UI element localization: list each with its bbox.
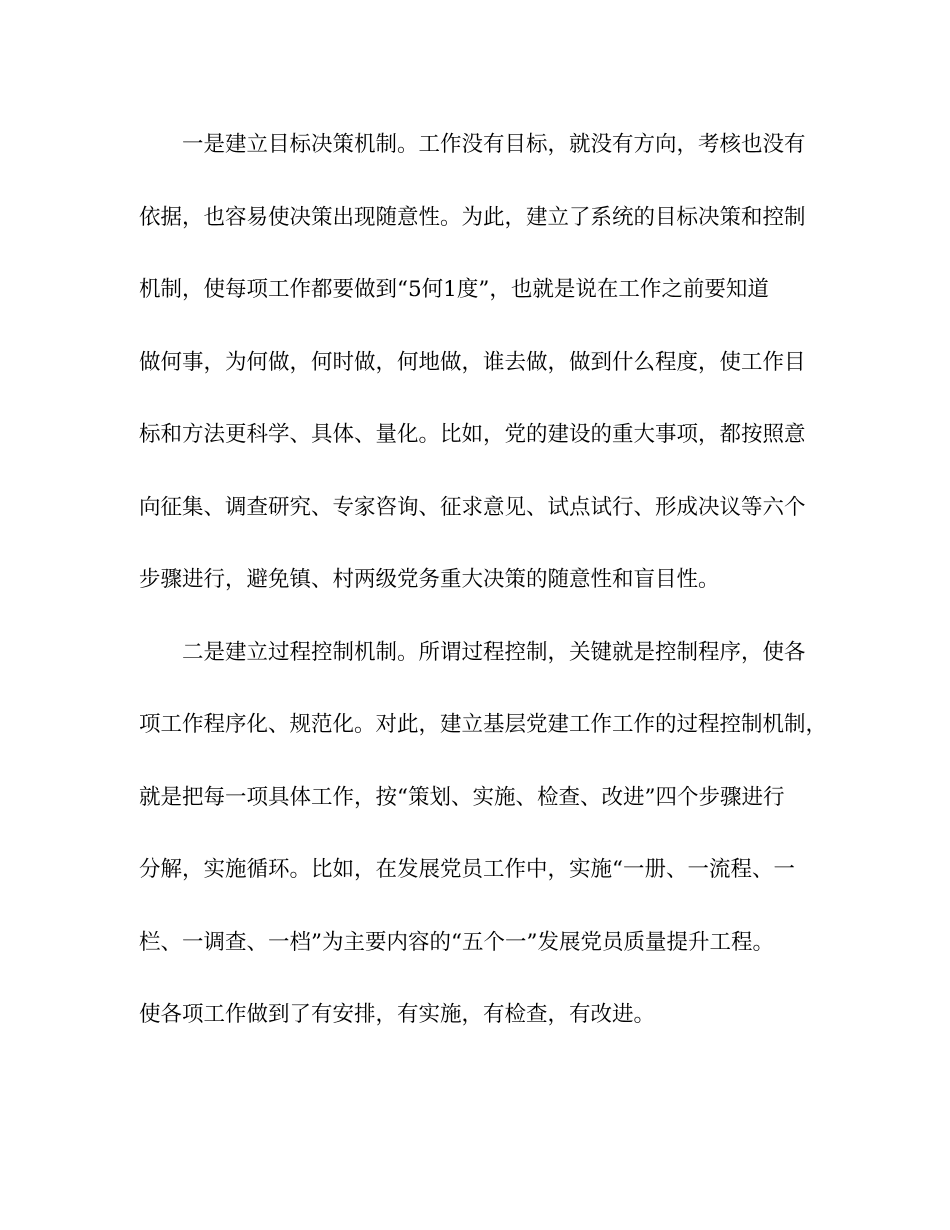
paragraph-goal-decision [139, 123, 829, 631]
paragraph-line: 标和方法更科学、具体、量化。比如，党的建设的重大事项，都按照意 [139, 422, 806, 447]
paragraph-line: 分解，实施循环。比如，在发展党员工作中，实施“一册、一流程、一 [139, 857, 795, 882]
paragraph-line: 机制，使每项工作都要做到“5何1度”，也就是说在工作之前要知道 [139, 277, 769, 302]
paragraph-line: 做何事，为何做，何时做，何地做，谁去做，做到什么程度，使工作目 [139, 349, 806, 375]
paragraph-line: 使各项工作做到了有安排，有实施，有检查，有改进。 [139, 1002, 656, 1027]
paragraph-line: 栏、一调查、一档”为主要内容的“五个一”发展党员质量提升工程。 [139, 929, 774, 955]
paragraph-line: 一是建立目标决策机制。工作没有目标，就没有方向，考核也没有 [182, 132, 806, 157]
paragraph-line: 项工作程序化、规范化。对此，建立基层党建工作工作的过程控制机制， [139, 712, 828, 737]
paragraph-line: 二是建立过程控制机制。所谓过程控制，关键就是控制程序，使各 [182, 639, 806, 665]
paragraph-line: 步骤进行，避免镇、村两级党务重大决策的随意性和盲目性。 [139, 567, 720, 592]
paragraph-line: 就是把每一项具体工作，按“策划、实施、检查、改进”四个步骤进行 [139, 784, 785, 810]
paragraph-line: 向征集、调查研究、专家咨询、征求意见、试点试行、形成决议等六个 [139, 494, 806, 520]
document-body [139, 123, 829, 1066]
paragraph-process-control [139, 631, 829, 1066]
paragraph-line: 依据，也容易使决策出现随意性。为此，建立了系统的目标决策和控制 [139, 204, 806, 230]
